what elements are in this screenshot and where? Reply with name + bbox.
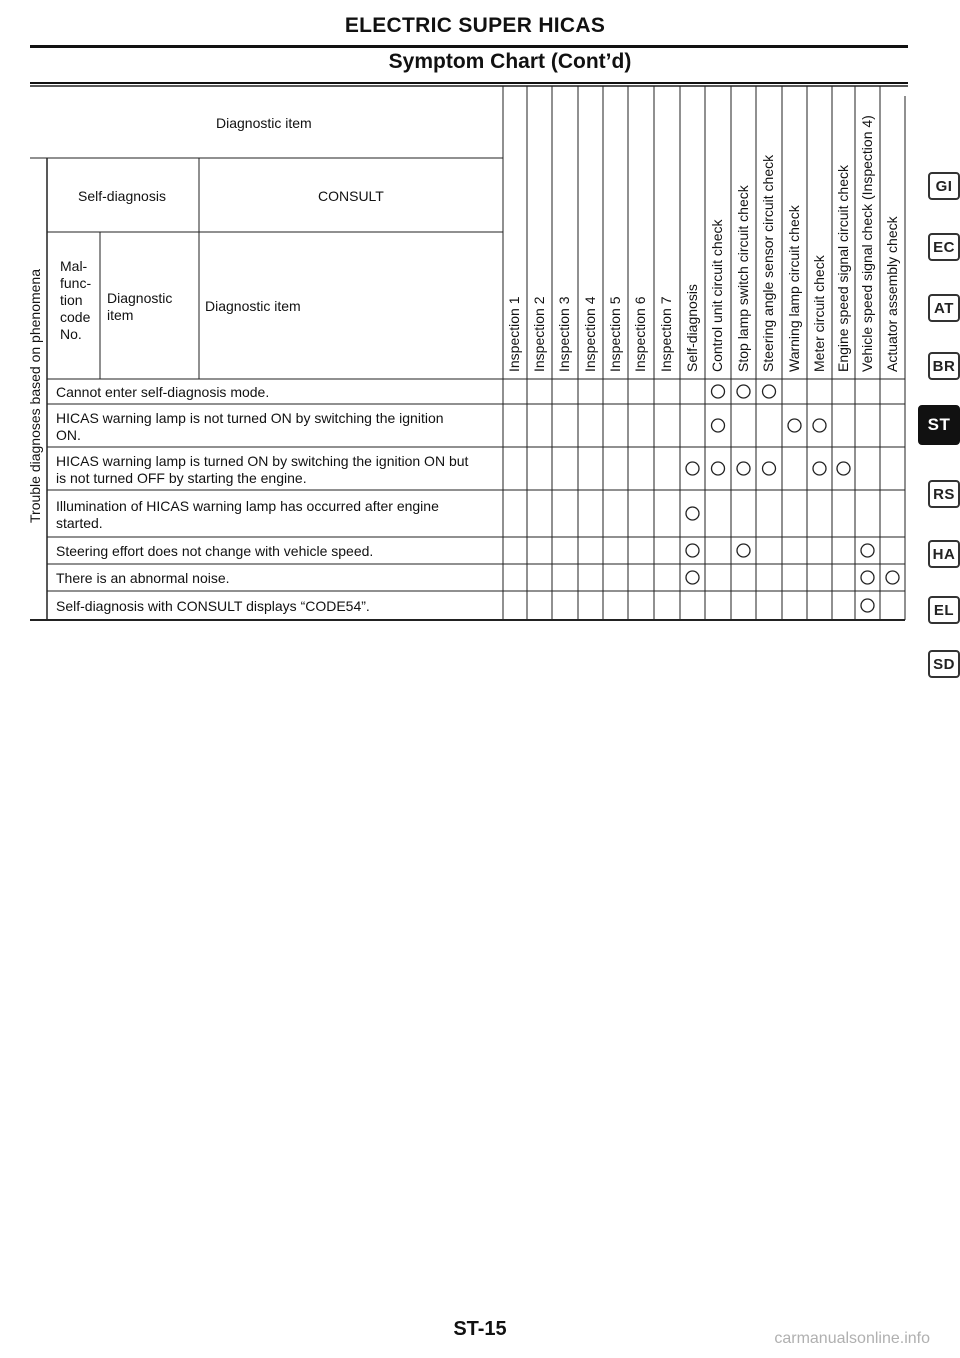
column-header: Inspection 4 — [581, 296, 598, 372]
diagnostic-item-left-header: Diagnostic item — [107, 290, 173, 323]
symptom-row-text: Illumination of HICAS warning lamp has occurred after engine started. — [56, 497, 439, 531]
column-header: Inspection 3 — [556, 296, 572, 372]
symptom-row-text: Cannot enter self-diagnosis mode. — [56, 384, 270, 400]
symptom-row-text: There is an abnormal noise. — [56, 570, 230, 586]
self-diagnosis-header: Self-diagnosis — [78, 188, 166, 204]
watermark: carmanualsonline.info — [774, 1330, 930, 1347]
column-header: Inspection 6 — [632, 296, 648, 372]
column-header: Inspection 2 — [530, 296, 547, 372]
symptom-row-text: Steering effort does not change with vehicle speed. — [56, 543, 374, 559]
column-header: Inspection 7 — [658, 296, 674, 372]
section-tab-rs[interactable]: RS — [928, 480, 960, 508]
section-tab-gi[interactable]: GI — [928, 172, 960, 200]
column-header: Self-diagnosis — [683, 284, 700, 372]
symptom-row-text: HICAS warning lamp is not turned ON by switching the ignition ON. — [56, 409, 444, 443]
consult-header: CONSULT — [318, 188, 384, 204]
side-label: Trouble diagnoses based on phenomena — [27, 268, 43, 523]
section-tab-el[interactable]: EL — [928, 596, 960, 624]
malfunction-code-header: Mal- func- tion code No. — [60, 258, 92, 342]
section-tab-br[interactable]: BR — [928, 352, 960, 380]
diagnostic-item-header: Diagnostic item — [216, 115, 312, 131]
page-subtitle: Symptom Chart (Cont’d) — [388, 50, 632, 73]
section-tab-st[interactable]: ST — [918, 405, 960, 445]
diagnostic-item-right-header: Diagnostic item — [205, 298, 301, 314]
column-header: Meter circuit check — [810, 255, 827, 372]
section-tab-at[interactable]: AT — [928, 294, 960, 322]
column-header: Engine speed signal circuit check — [834, 164, 851, 372]
column-header: Vehicle speed signal check (Inspection 4) — [858, 115, 875, 372]
symptom-row-text: Self-diagnosis with CONSULT displays “CODE54”. — [56, 598, 370, 614]
column-header: Actuator assembly check — [883, 216, 900, 372]
column-header: Control unit circuit check — [709, 219, 725, 372]
symptom-row-text: HICAS warning lamp is turned ON by switching the ignition ON but is not turned OFF by starting the engine. — [56, 452, 469, 486]
page-title: ELECTRIC SUPER HICAS — [344, 14, 606, 37]
column-header: Inspection 5 — [606, 296, 623, 372]
section-tab-ha[interactable]: HA — [928, 540, 960, 568]
column-header: Inspection 1 — [506, 296, 522, 372]
section-tab-sd[interactable]: SD — [928, 650, 960, 678]
column-header: Warning lamp circuit check — [785, 205, 802, 372]
column-header: Steering angle sensor circuit check — [760, 154, 776, 372]
page-number: ST-15 — [453, 1318, 507, 1340]
section-tab-ec[interactable]: EC — [928, 233, 960, 261]
column-header: Stop lamp switch circuit check — [734, 185, 751, 372]
